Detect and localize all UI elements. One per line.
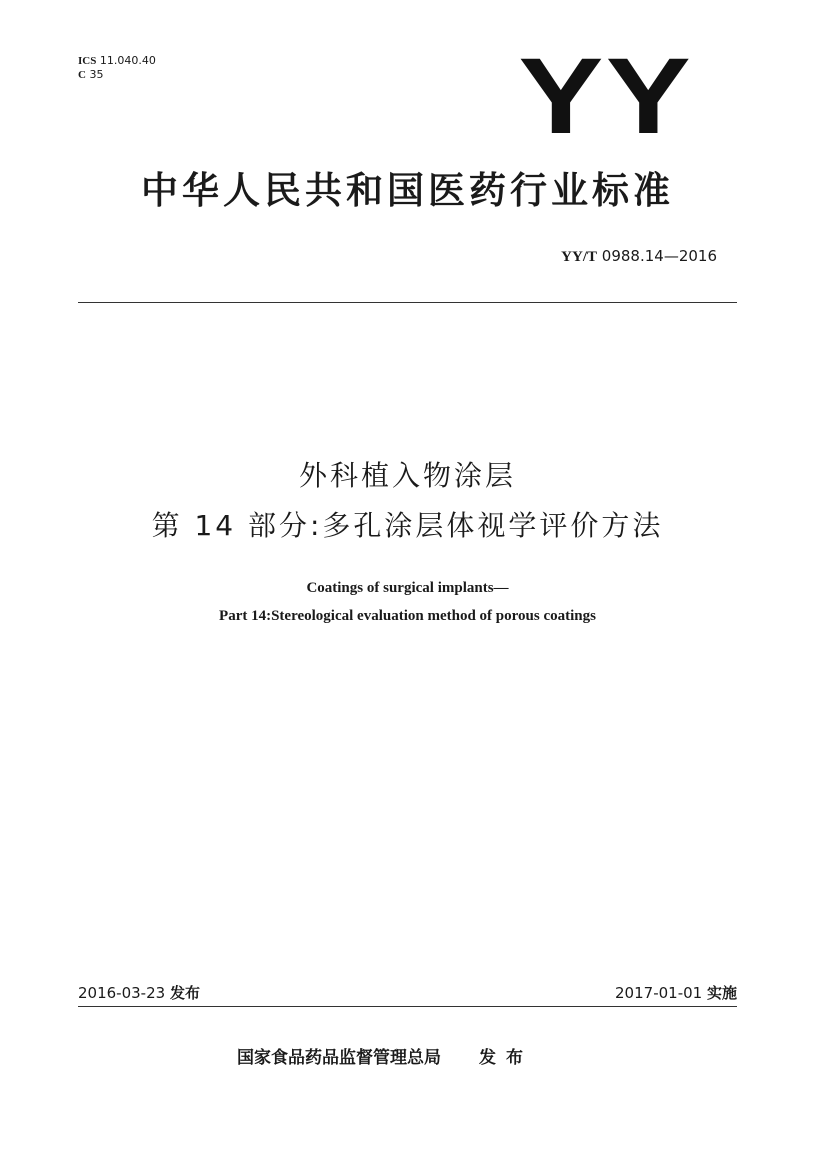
publisher-line [237,1046,533,1070]
publish-date-label: 发布 [169,984,200,1002]
ccs-line [78,68,156,82]
ics-code: 11.040.40 [99,54,156,67]
implement-date [615,983,737,1003]
chinese-title-line-1: 外科植入物涂层 [298,459,516,492]
publisher-action: 发布 [479,1048,533,1068]
publish-date [78,983,200,1003]
ccs-label: C [78,69,86,81]
standard-number [561,246,717,267]
standard-number-prefix: YY/T [561,249,598,265]
organization-title: 中华人民共和国医药行业标准 [141,169,674,212]
classification-codes [78,54,156,82]
ics-line [78,54,156,68]
publisher-name: 国家食品药品监督管理总局 [237,1048,441,1068]
standard-number-value: 0988.14—2016 [601,247,717,265]
english-title-line-1: Coatings of surgical implants— [306,580,509,596]
bottom-divider [78,1006,737,1007]
ics-label: ICS [78,55,97,67]
top-divider [78,302,737,303]
publish-date-value: 2016-03-23 [78,984,166,1002]
implement-date-label: 实施 [706,984,737,1002]
implement-date-value: 2017-01-01 [615,984,703,1002]
english-title-line-2: Part 14:Stereological evaluation method of porous coatings [219,608,596,624]
ccs-code: 35 [89,68,104,81]
standard-mark-logo: YY [518,35,693,156]
chinese-title-line-2: 第 14 部分:多孔涂层体视学评价方法 [151,509,664,542]
